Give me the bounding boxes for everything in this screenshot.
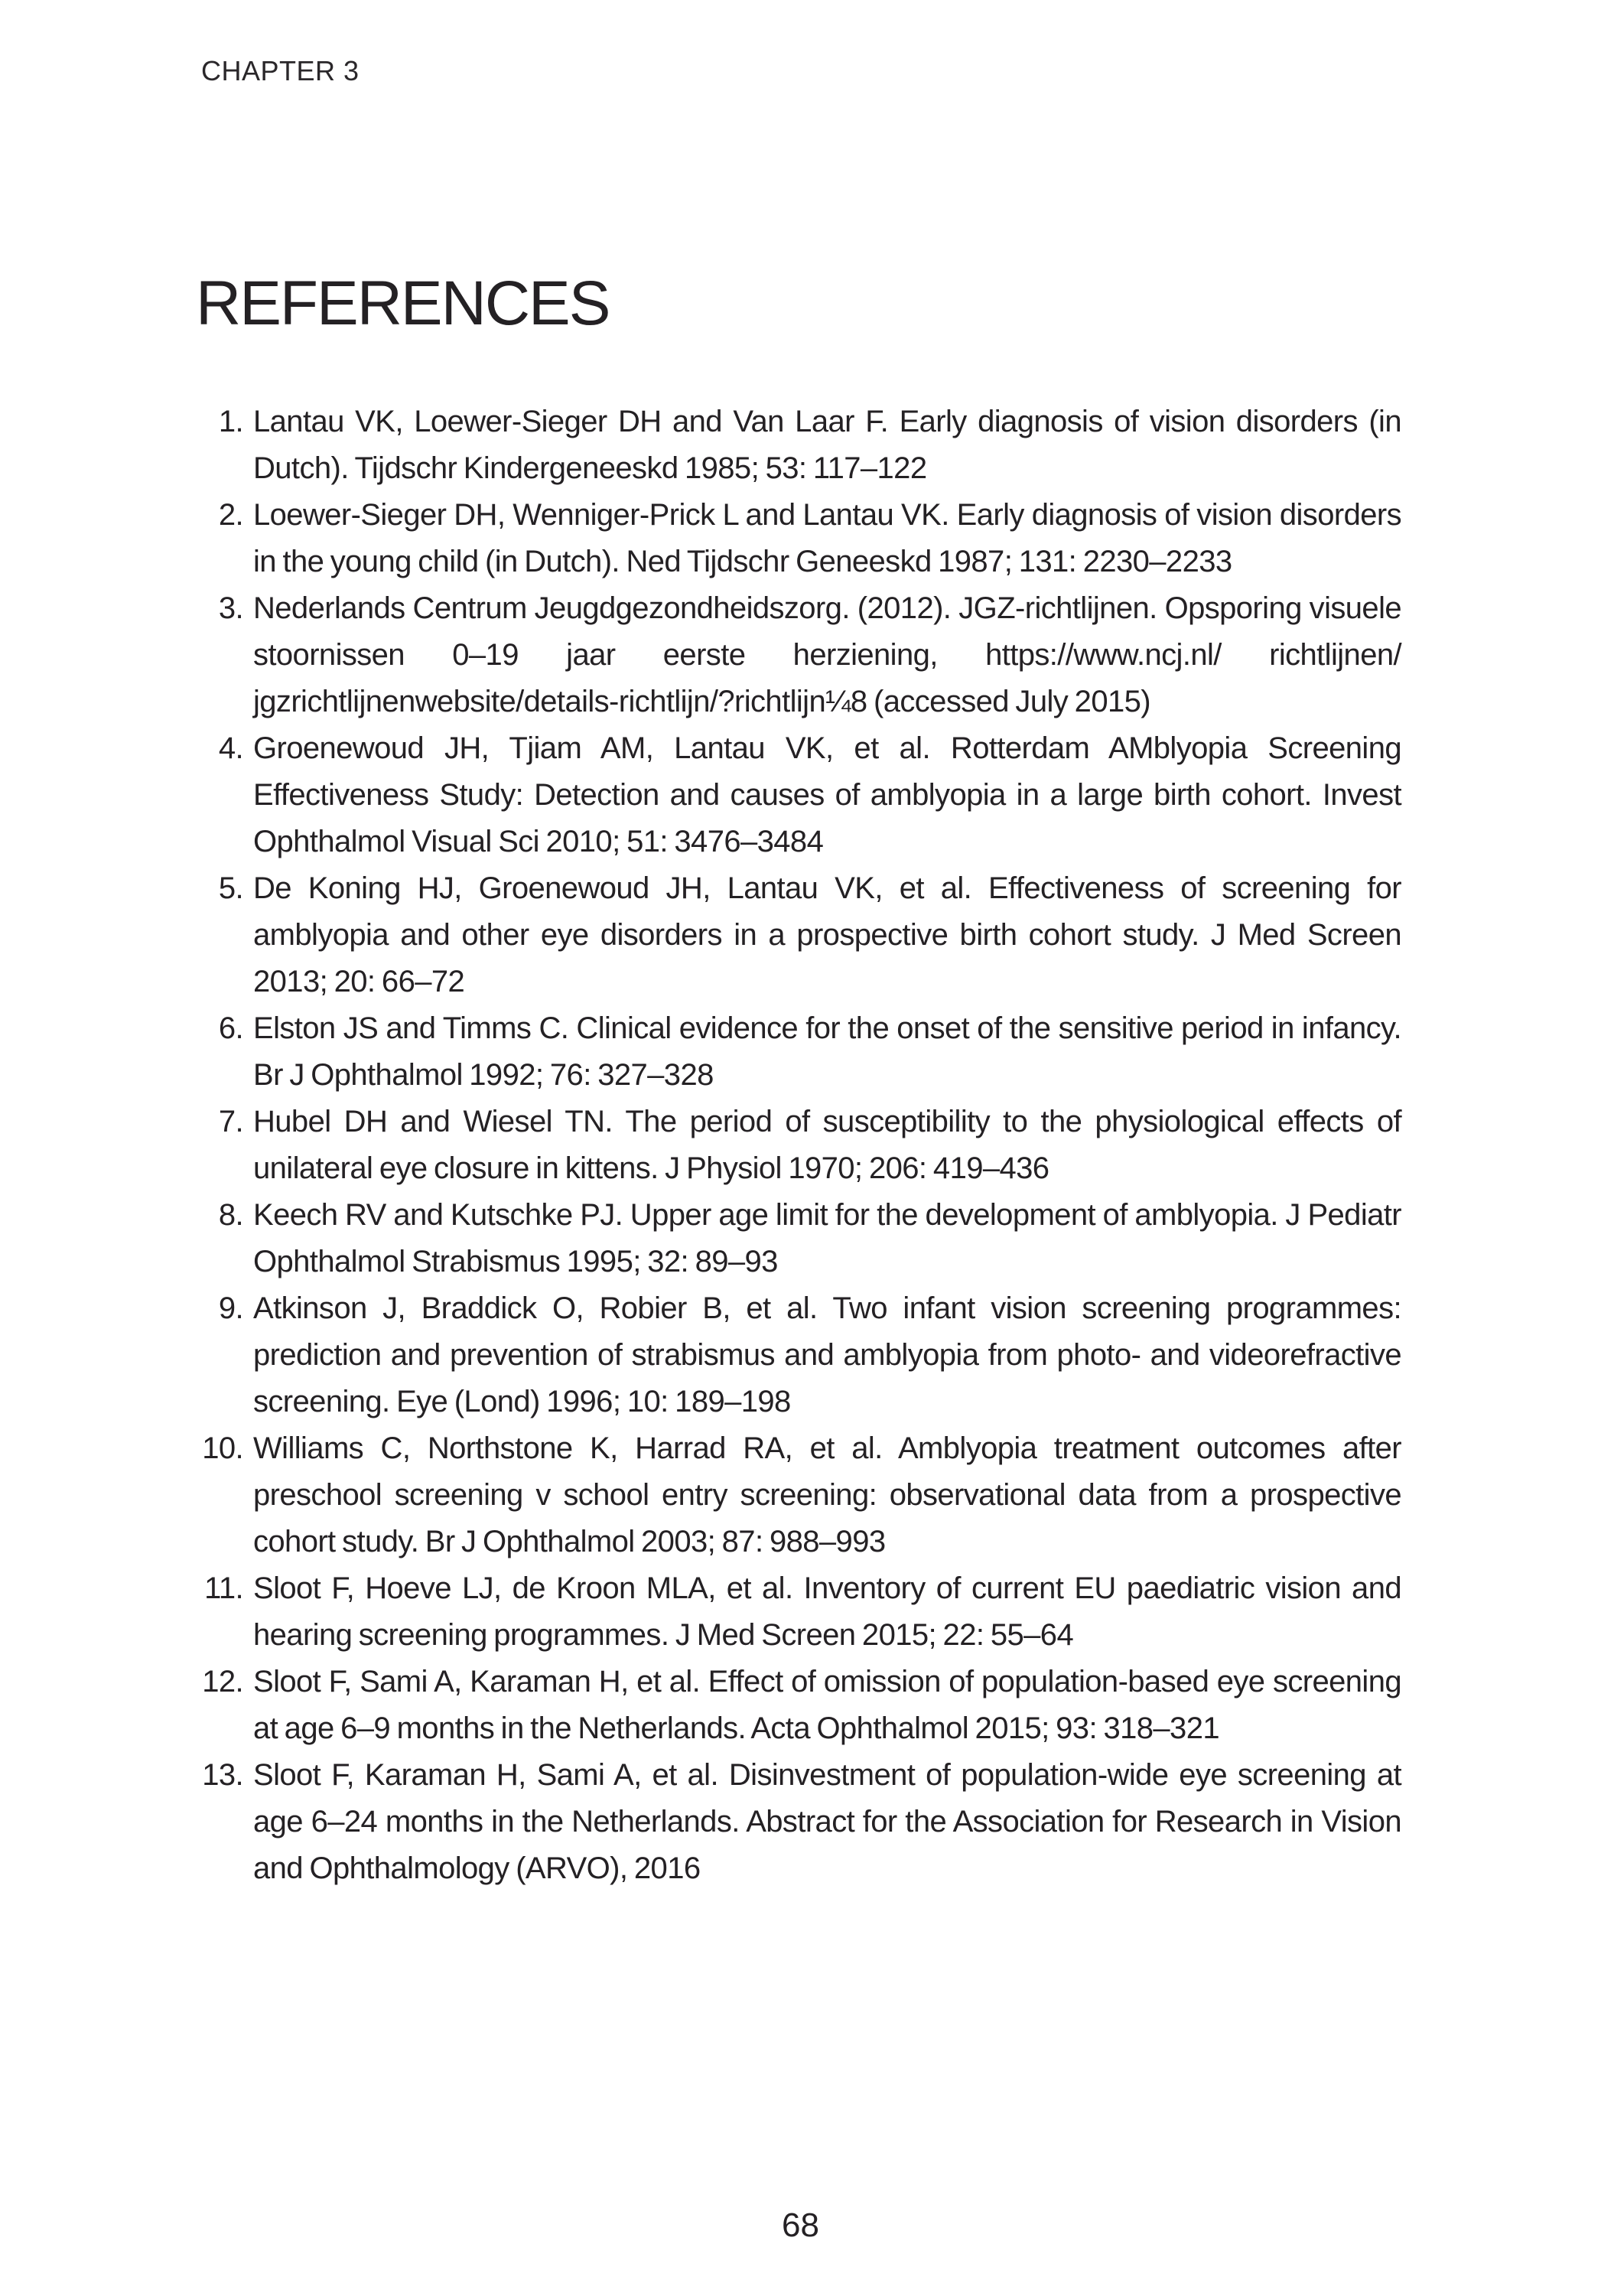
reference-number: 4. <box>218 731 243 765</box>
reference-item <box>199 1099 1401 1192</box>
reference-number: 10. <box>202 1431 243 1465</box>
reference-text: Keech RV and Kutschke PJ. Upper age limit for the development of amblyopia. J Pediatr Ophthalmol Strabismus 1995; 32: 89–93 <box>253 1198 1401 1278</box>
reference-number: 9. <box>218 1291 243 1325</box>
page-number: 68 <box>782 2206 819 2244</box>
reference-text: Sloot F, Karaman H, Sami A, et al. Disinvestment of population-wide eye screening at age 6–24 months in the Netherlands. Abstract for the Association for Research in Vision and Ophthalmology (ARVO), 2016 <box>253 1758 1401 1885</box>
reference-number: 3. <box>218 591 243 625</box>
reference-text: Atkinson J, Braddick O, Robier B, et al. Two infant vision screening programmes: prediction and prevention of strabismus and amblyopia from photo- and videorefractive screening. Eye (Lond) 1996; 10: 189–198 <box>253 1291 1401 1418</box>
reference-number: 8. <box>218 1198 243 1232</box>
reference-text: Elston JS and Timms C. Clinical evidence for the onset of the sensitive period in infancy. Br J Ophthalmol 1992; 76: 327–328 <box>253 1011 1401 1092</box>
reference-text: Sloot F, Hoeve LJ, de Kroon MLA, et al. Inventory of current EU paediatric vision and hearing screening programmes. J Med Screen 2015; 22: 55–64 <box>253 1571 1401 1652</box>
reference-text: Sloot F, Sami A, Karaman H, et al. Effect of omission of population-based eye screening at age 6–9 months in the Netherlands. Acta Ophthalmol 2015; 93: 318–321 <box>253 1665 1401 1745</box>
reference-item <box>199 585 1401 725</box>
reference-item <box>199 725 1401 865</box>
reference-number: 13. <box>202 1758 243 1792</box>
reference-item <box>199 1005 1401 1099</box>
reference-item <box>199 865 1401 1005</box>
chapter-label: CHAPTER 3 <box>201 55 360 86</box>
reference-item <box>199 1425 1401 1565</box>
reference-item <box>199 1192 1401 1285</box>
reference-item <box>199 1752 1401 1892</box>
reference-item <box>199 1659 1401 1752</box>
page-title: REFERENCES <box>196 269 610 338</box>
reference-text: Groenewoud JH, Tjiam AM, Lantau VK, et al. Rotterdam AMblyopia Screening Effectiveness Study: Detection and causes of amblyopia in a large birth cohort. Invest Ophthalmol Visual Sci 2010; 51: 3476–3484 <box>253 731 1401 858</box>
reference-item <box>199 492 1401 585</box>
reference-item <box>199 1565 1401 1659</box>
reference-text: Lantau VK, Loewer-Sieger DH and Van Laar F. Early diagnosis of vision disorders (in Dutch). Tijdschr Kindergeneeskd 1985; 53: 117–122 <box>253 405 1401 485</box>
reference-list <box>199 399 1401 1892</box>
reference-number: 7. <box>218 1105 243 1138</box>
reference-text: Loewer-Sieger DH, Wenniger-Prick L and Lantau VK. Early diagnosis of vision disorders in the young child (in Dutch). Ned Tijdschr Geneeskd 1987; 131: 2230–2233 <box>253 498 1401 578</box>
reference-number: 6. <box>218 1011 243 1045</box>
reference-number: 12. <box>202 1665 243 1698</box>
reference-number: 5. <box>218 871 243 905</box>
reference-text: Nederlands Centrum Jeugdgezondheidszorg. (2012). JGZ-richtlijnen. Opsporing visuele stoornissen 0–19 jaar eerste herziening, https://www.ncj.nl/ richtlijnen/ jgzrichtlijnenwebsite/details-richtlijn/?richtlijn¼8 (accessed July 2015) <box>253 591 1401 718</box>
reference-text: De Koning HJ, Groenewoud JH, Lantau VK, et al. Effectiveness of screening for amblyopia and other eye disorders in a prospective birth cohort study. J Med Screen 2013; 20: 66–72 <box>253 871 1401 998</box>
reference-item <box>199 1285 1401 1425</box>
reference-text: Hubel DH and Wiesel TN. The period of susceptibility to the physiological effects of unilateral eye closure in kittens. J Physiol 1970; 206: 419–436 <box>253 1105 1401 1185</box>
reference-number: 11. <box>204 1571 243 1605</box>
reference-item <box>199 399 1401 492</box>
reference-number: 1. <box>218 405 243 438</box>
reference-text: Williams C, Northstone K, Harrad RA, et al. Amblyopia treatment outcomes after preschool screening v school entry screening: observational data from a prospective cohort study. Br J Ophthalmol 2003; 87: 988–993 <box>253 1431 1401 1558</box>
reference-number: 2. <box>218 498 243 532</box>
